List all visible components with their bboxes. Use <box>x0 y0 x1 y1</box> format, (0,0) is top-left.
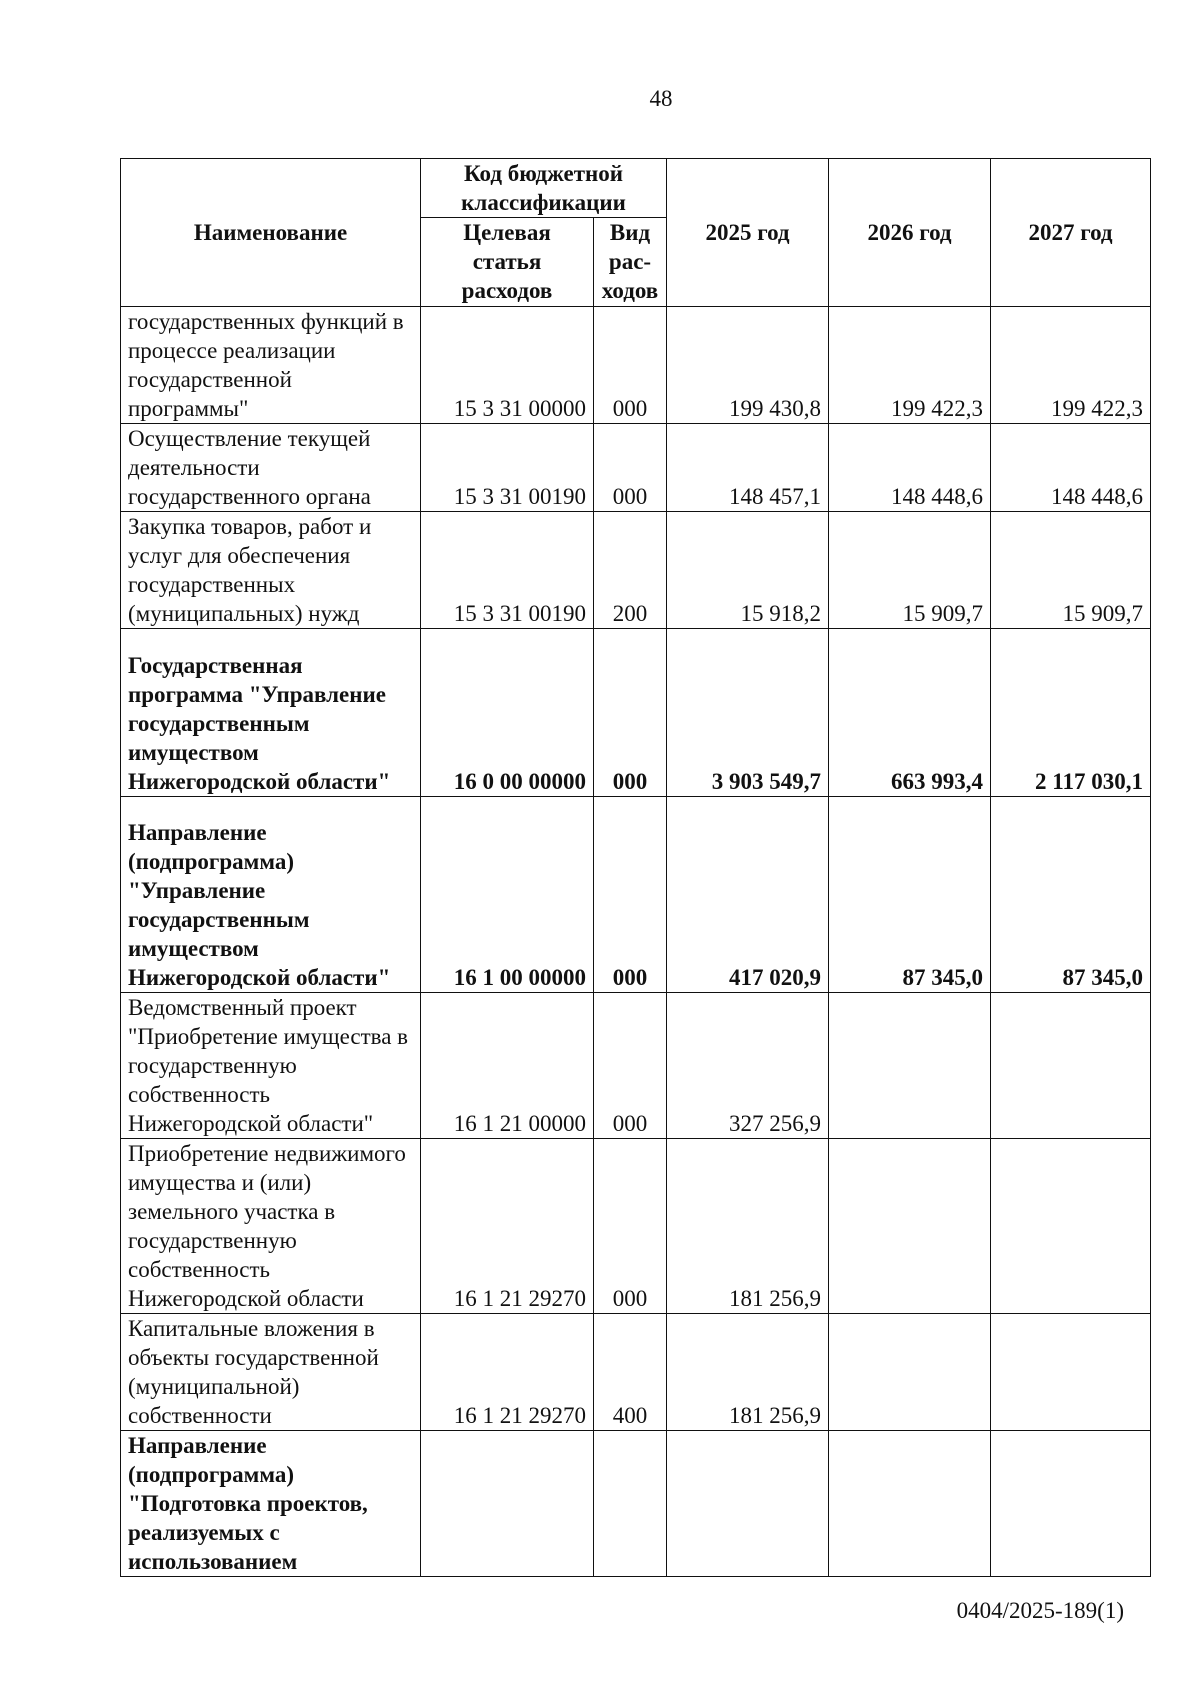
table-row <box>121 424 1151 512</box>
page-number: 48 <box>649 86 673 111</box>
table-row <box>121 512 1151 629</box>
table-row <box>121 1431 1151 1577</box>
header-classification: Код бюджетной классификации <box>421 159 667 218</box>
row-value-2026: 15 909,7 <box>829 512 991 629</box>
row-expense-type: 000 <box>594 307 667 424</box>
row-target-article: 15 3 31 00190 <box>421 424 594 512</box>
row-target-article: 15 3 31 00190 <box>421 512 594 629</box>
row-value-2026: 148 448,6 <box>829 424 991 512</box>
row-name: Осуществление текущей деятельности государственного органа <box>121 424 421 512</box>
row-value-2027 <box>991 1139 1151 1314</box>
header-expense-type: Вид рас-ходов <box>594 218 667 307</box>
row-expense-type <box>594 1431 667 1577</box>
row-name: Закупка товаров, работ и услуг для обеспечения государственных (муниципальных) нужд <box>121 512 421 629</box>
row-expense-type: 200 <box>594 512 667 629</box>
row-value-2026: 663 993,4 <box>829 629 991 797</box>
budget-table <box>120 158 1151 1577</box>
row-value-2027: 15 909,7 <box>991 512 1151 629</box>
table-header <box>121 159 1151 307</box>
row-expense-type: 000 <box>594 993 667 1139</box>
row-value-2025: 181 256,9 <box>667 1314 829 1431</box>
table-row <box>121 797 1151 993</box>
header-name: Наименование <box>121 159 421 307</box>
row-value-2026: 87 345,0 <box>829 797 991 993</box>
header-target-article: Целевая статья расходов <box>421 218 594 307</box>
header-year-2026: 2026 год <box>829 159 991 307</box>
table-row <box>121 629 1151 797</box>
row-name: Ведомственный проект "Приобретение имущества в государственную собственность Нижегородской области" <box>121 993 421 1139</box>
row-target-article <box>421 1431 594 1577</box>
row-value-2025: 417 020,9 <box>667 797 829 993</box>
row-expense-type: 400 <box>594 1314 667 1431</box>
row-target-article: 16 0 00 00000 <box>421 629 594 797</box>
row-target-article: 16 1 21 29270 <box>421 1314 594 1431</box>
row-name: Направление (подпрограмма) "Подготовка проектов, реализуемых с использованием <box>121 1431 421 1577</box>
row-value-2027 <box>991 1431 1151 1577</box>
row-value-2025: 181 256,9 <box>667 1139 829 1314</box>
document-code: 0404/2025-189(1) <box>956 1598 1124 1623</box>
header-year-2025: 2025 год <box>667 159 829 307</box>
table-row <box>121 307 1151 424</box>
table-row <box>121 1314 1151 1431</box>
row-target-article: 16 1 21 00000 <box>421 993 594 1139</box>
row-value-2027: 2 117 030,1 <box>991 629 1151 797</box>
row-value-2026 <box>829 1314 991 1431</box>
row-value-2027: 87 345,0 <box>991 797 1151 993</box>
row-expense-type: 000 <box>594 797 667 993</box>
row-value-2027: 148 448,6 <box>991 424 1151 512</box>
row-value-2025: 148 457,1 <box>667 424 829 512</box>
row-target-article: 16 1 21 29270 <box>421 1139 594 1314</box>
header-year-2027: 2027 год <box>991 159 1151 307</box>
table-row <box>121 993 1151 1139</box>
row-name: Направление (подпрограмма) "Управление государственным имуществом Нижегородской области" <box>121 797 421 993</box>
row-target-article: 16 1 00 00000 <box>421 797 594 993</box>
row-value-2027 <box>991 993 1151 1139</box>
row-expense-type: 000 <box>594 424 667 512</box>
row-name: Приобретение недвижимого имущества и (или) земельного участка в государственную собственность Нижегородской области <box>121 1139 421 1314</box>
row-value-2025: 3 903 549,7 <box>667 629 829 797</box>
row-value-2025 <box>667 1431 829 1577</box>
row-value-2026 <box>829 1139 991 1314</box>
row-value-2026 <box>829 1431 991 1577</box>
row-expense-type: 000 <box>594 1139 667 1314</box>
table-row <box>121 1139 1151 1314</box>
row-name: государственных функций в процессе реализации государственной программы" <box>121 307 421 424</box>
row-value-2026 <box>829 993 991 1139</box>
row-name: Государственная программа "Управление государственным имуществом Нижегородской области" <box>121 629 421 797</box>
row-value-2026: 199 422,3 <box>829 307 991 424</box>
row-value-2025: 327 256,9 <box>667 993 829 1139</box>
row-value-2027: 199 422,3 <box>991 307 1151 424</box>
row-expense-type: 000 <box>594 629 667 797</box>
row-name: Капитальные вложения в объекты государственной (муниципальной) собственности <box>121 1314 421 1431</box>
row-target-article: 15 3 31 00000 <box>421 307 594 424</box>
row-value-2027 <box>991 1314 1151 1431</box>
row-value-2025: 15 918,2 <box>667 512 829 629</box>
row-value-2025: 199 430,8 <box>667 307 829 424</box>
table-body <box>121 307 1151 1577</box>
